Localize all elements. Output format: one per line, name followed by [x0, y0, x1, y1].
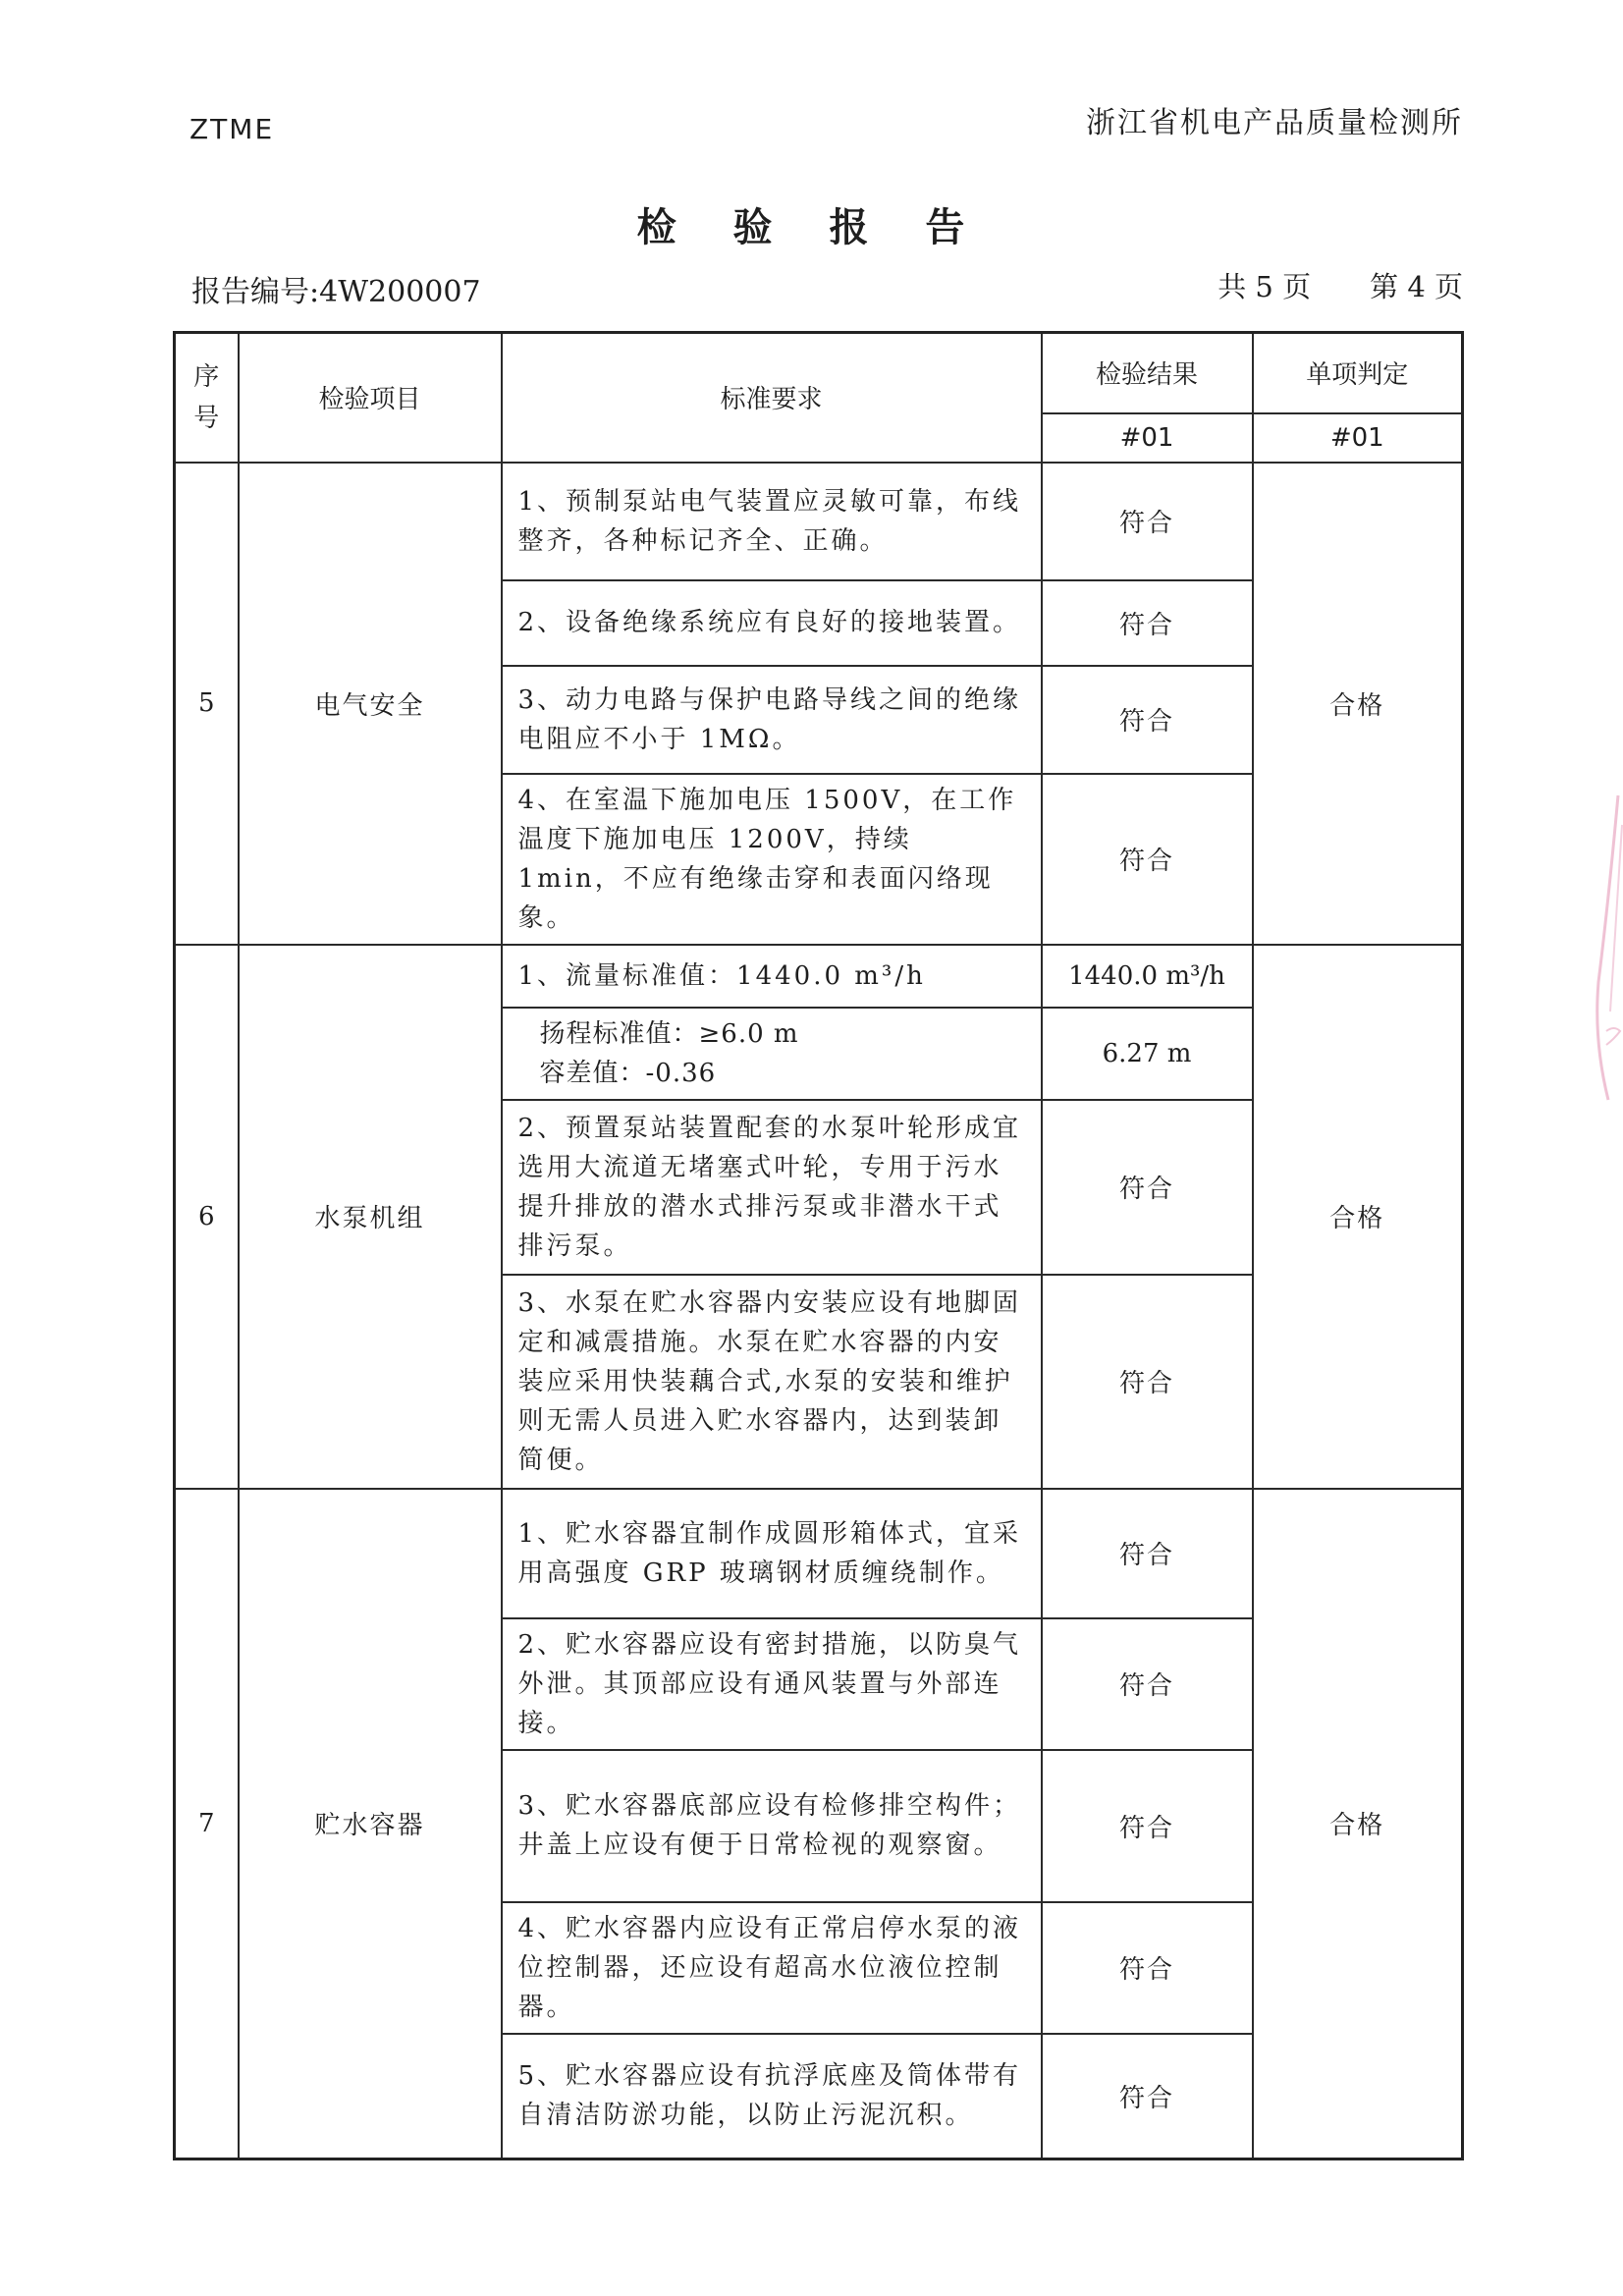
standard-cell: 1、流量标准值：1440.0 m³/h [502, 945, 1042, 1008]
standard-cell: 3、水泵在贮水容器内安装应设有地脚固定和减震措施。水泵在贮水容器的内安装应采用快装藕合式,水泵的安装和维护则无需人员进入贮水容器内，达到装卸简便。 [502, 1275, 1042, 1489]
report-number: 报告编号:4W200007 [191, 275, 481, 309]
result-cell: 符合 [1042, 463, 1253, 580]
result-cell: 符合 [1042, 1100, 1253, 1275]
result-cell: 符合 [1042, 1618, 1253, 1750]
header-sample-result: #01 [1042, 413, 1253, 463]
item-cell: 水泵机组 [239, 945, 502, 1489]
header-judgement: 单项判定 [1253, 333, 1463, 413]
judgement-cell: 合格 [1253, 463, 1463, 945]
standard-cell [502, 1008, 1042, 1100]
seal-stamp-fragment [1579, 786, 1623, 1110]
tolerance: 容差值：-0.36 [539, 1058, 717, 1088]
result-cell: 符合 [1042, 1275, 1253, 1489]
page-current: 第 4 页 [1370, 270, 1463, 303]
page-total: 共 5 页 [1217, 270, 1312, 303]
standard-cell: 4、贮水容器内应设有正常启停水泵的液位控制器，还应设有超高水位液位控制器。 [502, 1902, 1042, 2034]
standard-cell: 2、设备绝缘系统应有良好的接地装置。 [502, 580, 1042, 666]
header-item: 检验项目 [239, 333, 502, 463]
table-row [175, 945, 1463, 1008]
org-name: 浙江省机电产品质量检测所 [1086, 106, 1463, 140]
result-cell: 符合 [1042, 580, 1253, 666]
result-cell: 1440.0 m³/h [1042, 945, 1253, 1008]
result-cell: 符合 [1042, 666, 1253, 774]
standard-cell: 1、贮水容器宜制作成圆形箱体式，宜采用高强度 GRP 玻璃钢材质缠绕制作。 [502, 1489, 1042, 1618]
standard-cell: 2、预置泵站装置配套的水泵叶轮形成宜选用大流道无堵塞式叶轮，专用于污水提升排放的潜水式排污泵或非潜水干式排污泵。 [502, 1100, 1042, 1275]
org-code: ZTME [189, 113, 275, 145]
result-cell: 6.27 m [1042, 1008, 1253, 1100]
result-cell: 符合 [1042, 1489, 1253, 1618]
judgement-cell: 合格 [1253, 945, 1463, 1489]
result-cell: 符合 [1042, 1750, 1253, 1902]
header-standard: 标准要求 [502, 333, 1042, 463]
table-row [175, 1489, 1463, 1618]
item-cell: 贮水容器 [239, 1489, 502, 2159]
standard-cell: 2、贮水容器应设有密封措施，以防臭气外泄。其顶部应设有通风装置与外部连接。 [502, 1618, 1042, 1750]
standard-cell: 4、在室温下施加电压 1500V，在工作温度下施加电压 1200V，持续 1min，不应有绝缘击穿和表面闪络现象。 [502, 774, 1042, 945]
inspection-table [173, 331, 1464, 2160]
standard-cell: 3、贮水容器底部应设有检修排空构件；井盖上应设有便于日常检视的观察窗。 [502, 1750, 1042, 1902]
header-result: 检验结果 [1042, 333, 1253, 413]
judgement-cell: 合格 [1253, 1489, 1463, 2159]
seq-cell: 6 [175, 945, 239, 1489]
standard-cell: 3、动力电路与保护电路导线之间的绝缘电阻应不小于 1MΩ。 [502, 666, 1042, 774]
standard-cell: 1、预制泵站电气装置应灵敏可靠，布线整齐，各种标记齐全、正确。 [502, 463, 1042, 580]
seq-cell: 5 [175, 463, 239, 945]
header-seq: 序 号 [175, 333, 239, 463]
header-sample-judgement: #01 [1253, 413, 1463, 463]
page-info [1217, 265, 1463, 305]
result-cell: 符合 [1042, 2034, 1253, 2159]
page-title: 检 验 报 告 [636, 204, 987, 250]
result-cell: 符合 [1042, 1902, 1253, 2034]
table-header-row [175, 333, 1463, 413]
seq-cell: 7 [175, 1489, 239, 2159]
result-cell: 符合 [1042, 774, 1253, 945]
table-row [175, 463, 1463, 580]
standard-cell: 5、贮水容器应设有抗浮底座及筒体带有自清洁防淤功能，以防止污泥沉积。 [502, 2034, 1042, 2159]
head-standard: 扬程标准值：≥6.0 m [539, 1018, 799, 1049]
item-cell: 电气安全 [239, 463, 502, 945]
